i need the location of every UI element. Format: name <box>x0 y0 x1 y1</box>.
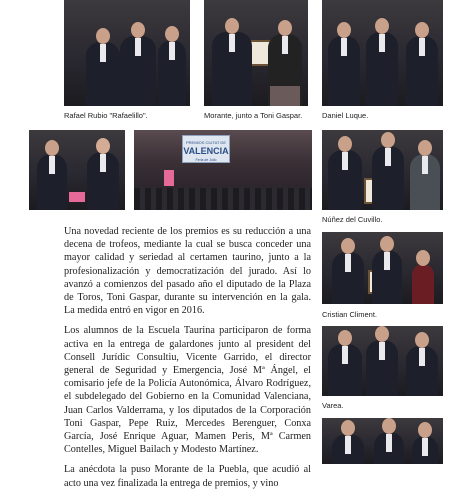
person <box>37 154 67 210</box>
photo-cristian-climent <box>322 232 443 304</box>
caption-cristian: Cristian Climent. <box>322 310 378 319</box>
caption-varea: Varea. <box>322 401 344 410</box>
article-body <box>64 225 311 497</box>
person <box>374 432 404 464</box>
photo-daniel-luque <box>322 0 443 106</box>
audience <box>134 188 312 210</box>
caption-daniel: Daniel Luque. <box>322 111 369 120</box>
person <box>406 36 438 106</box>
valencia-banner <box>182 135 230 163</box>
person <box>87 152 119 210</box>
pink-flowers <box>69 192 85 202</box>
photo-rafael-rubio <box>64 0 190 106</box>
person <box>372 146 404 210</box>
photo-morante-toni-gaspar <box>204 0 308 106</box>
person <box>212 32 252 106</box>
photo-nunez-del-cuvillo <box>322 130 443 210</box>
photo-speakers-podium <box>29 130 125 210</box>
banner-line3: Feria de Julio <box>195 158 217 162</box>
article-paragraph-1: Una novedad reciente de los premios es su reducción a una decena de trofeos, mediante la cual se busca conceder una mayor calidad y seriedad al certamen taurino, junto a la profesionalización y democratización del jurado. Así lo avanzó a comienzos del pasado año el diputado de la Plaza de Toros, Toni Gaspar, durante su intervención en la gala. La medida entró en vigor en 2016. <box>64 226 311 317</box>
patterned-trousers <box>270 86 300 106</box>
caption-nunez: Núñez del Cuvillo. <box>322 215 383 224</box>
person <box>332 252 364 304</box>
person <box>406 346 438 396</box>
stage-pink-dress <box>164 170 174 186</box>
person <box>328 344 362 396</box>
caption-morante: Morante, junto a Toni Gaspar. <box>204 111 303 120</box>
person <box>412 436 438 464</box>
photo-varea <box>322 326 443 396</box>
banner-line2: VALENCIA <box>183 146 229 156</box>
person <box>372 250 402 304</box>
person <box>328 150 362 210</box>
person <box>366 32 398 106</box>
person <box>412 264 434 304</box>
article-paragraph-3: La anécdota la puso Morante de la Puebla, que acudió al acto una vez finalizada la entrega de premios, y vino <box>64 464 311 489</box>
photo-bottom-right <box>322 418 443 464</box>
person <box>86 42 120 106</box>
caption-rafael: Rafael Rubio "Rafaelillo". <box>64 111 148 120</box>
person <box>328 36 360 106</box>
person <box>410 154 440 210</box>
person <box>332 434 364 464</box>
person <box>120 36 156 106</box>
person <box>366 340 398 396</box>
article-paragraph-2: Los alumnos de la Escuela Taurina participaron de forma activa en la entrega de galardones junto al president del Consell Jurídic Consultiu, Vicente Garrido, el director general de Seguridad y Emergencia, José Mª Ángel, el comisario jefe de la Policía Autonómica, Álvaro Rodríguez, el subdelegado del Gobierno en la Comunidad Valenciana, Juan Carlos Valderrama, y los diputados de la Corporación Toni Gaspar, Pepe Ruiz, Mercedes Berenguer, Conxa García, José Enrique Aguar, Mamen Peris, Mª Carmen Contelles, Miguel Bailach y Modesto Martínez. <box>64 325 311 456</box>
banner-line1: PREMIOS CIUTAT DE <box>185 140 226 145</box>
person <box>158 40 186 106</box>
